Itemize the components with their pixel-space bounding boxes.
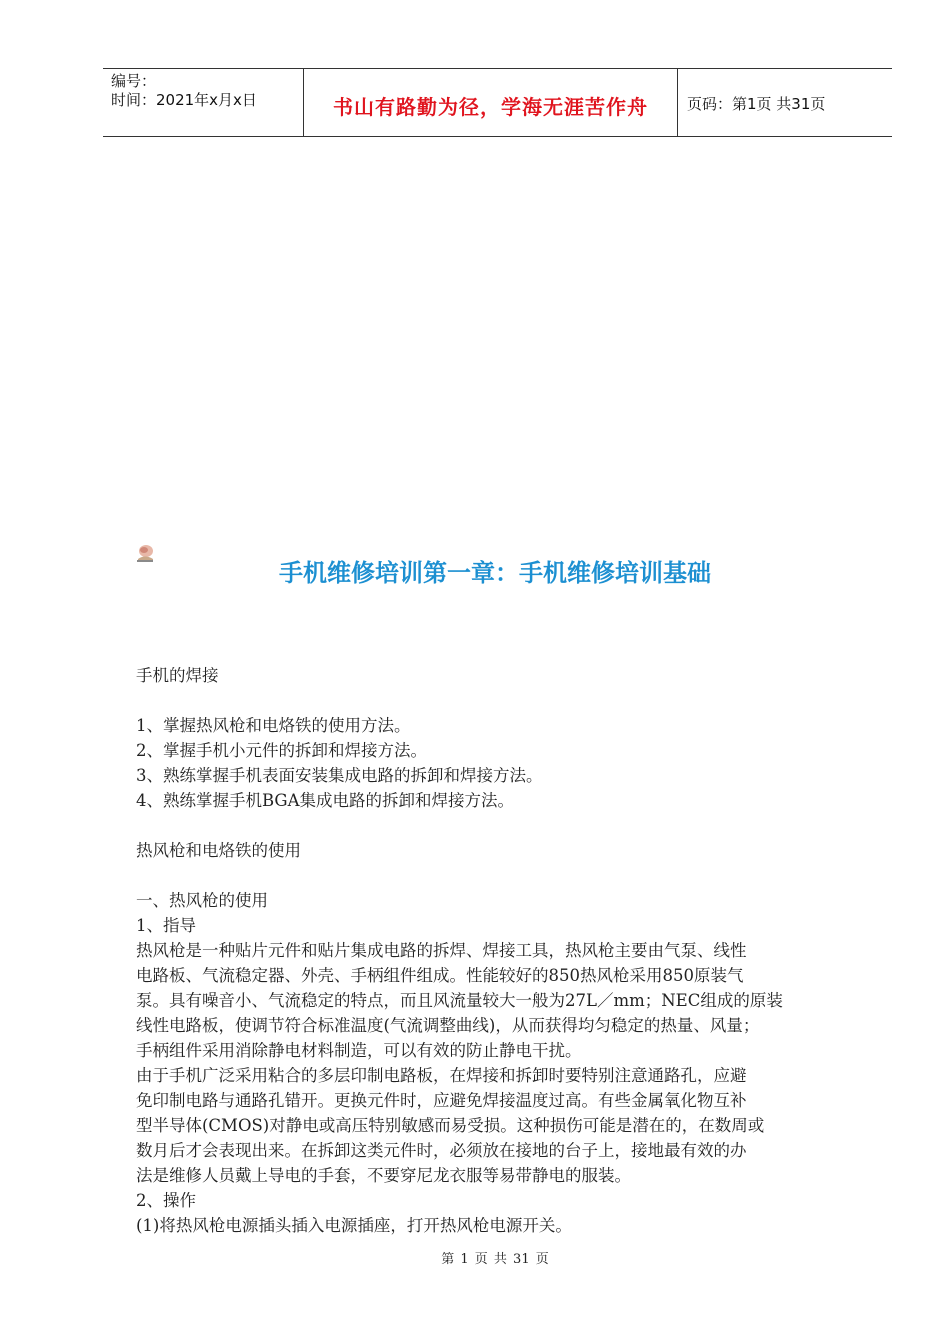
paragraph-line: 热风枪是一种贴片元件和贴片集成电路的拆焊、焊接工具，热风枪主要由气泵、线性	[136, 941, 747, 960]
header-divider-right	[677, 69, 678, 136]
document-header	[103, 68, 892, 137]
paragraph-line: 线性电路板，使调节符合标准温度(气流调整曲线)，从而获得均匀稳定的热量、风量；	[136, 1016, 760, 1035]
paragraph-line: 数月后才会表现出来。在拆卸这类元件时，必须放在接地的台子上，接地最有效的办	[136, 1141, 747, 1160]
header-page-info: 页码：第1页 共31页	[687, 95, 826, 113]
page-footer: 第 1 页 共 31 页	[441, 1252, 549, 1267]
header-meta	[111, 72, 257, 110]
paragraph-line: 法是维修人员戴上导电的手套，不要穿尼龙衣服等易带静电的服装。	[136, 1166, 631, 1185]
operation-heading: 2、操作	[136, 1191, 196, 1210]
paragraph-line: 泵。具有噪音小、气流稳定的特点，而且风流量较大一般为27L／mm；NEC组成的原装	[136, 991, 783, 1010]
objective-item: 3、熟练掌握手机表面安装集成电路的拆卸和焊接方法。	[136, 766, 543, 785]
number-label: 编号：	[111, 72, 157, 90]
paragraph-line: 手柄组件采用消除静电材料制造，可以有效的防止静电干扰。	[136, 1041, 582, 1060]
objective-item: 4、熟练掌握手机BGA集成电路的拆卸和焊接方法。	[136, 791, 515, 810]
paragraph-line: 电路板、气流稳定器、外壳、手柄组件组成。性能较好的850热风枪采用850原装气	[136, 966, 744, 985]
paragraph-line: 由于手机广泛采用粘合的多层印制电路板，在焊接和拆卸时要特别注意通路孔，应避	[136, 1066, 747, 1085]
paragraph-line: 免印制电路与通路孔错开。更换元件时，应避免焊接温度过高。有些金属氧化物互补	[136, 1091, 747, 1110]
date-line: 时间：2021年x月x日	[111, 91, 257, 109]
objective-item: 2、掌握手机小元件的拆卸和焊接方法。	[136, 741, 427, 760]
section-heading-tools: 热风枪和电烙铁的使用	[136, 841, 301, 860]
guide-heading: 1、指导	[136, 916, 196, 935]
section-heading-soldering: 手机的焊接	[136, 666, 219, 685]
objective-item: 1、掌握热风枪和电烙铁的使用方法。	[136, 716, 411, 735]
subsection-heading-hot-air: 一、热风枪的使用	[136, 891, 268, 910]
document-body	[136, 663, 856, 1238]
page-title: 手机维修培训第一章：手机维修培训基础	[279, 559, 711, 587]
header-motto: 书山有路勤为径，学海无涯苦作舟	[333, 95, 648, 119]
operation-step: (1)将热风枪电源插头插入电源插座，打开热风枪电源开关。	[136, 1216, 572, 1235]
paragraph-line: 型半导体(CMOS)对静电或高压特别敏感而易受损。这种损伤可能是潜在的，在数周或	[136, 1116, 765, 1135]
